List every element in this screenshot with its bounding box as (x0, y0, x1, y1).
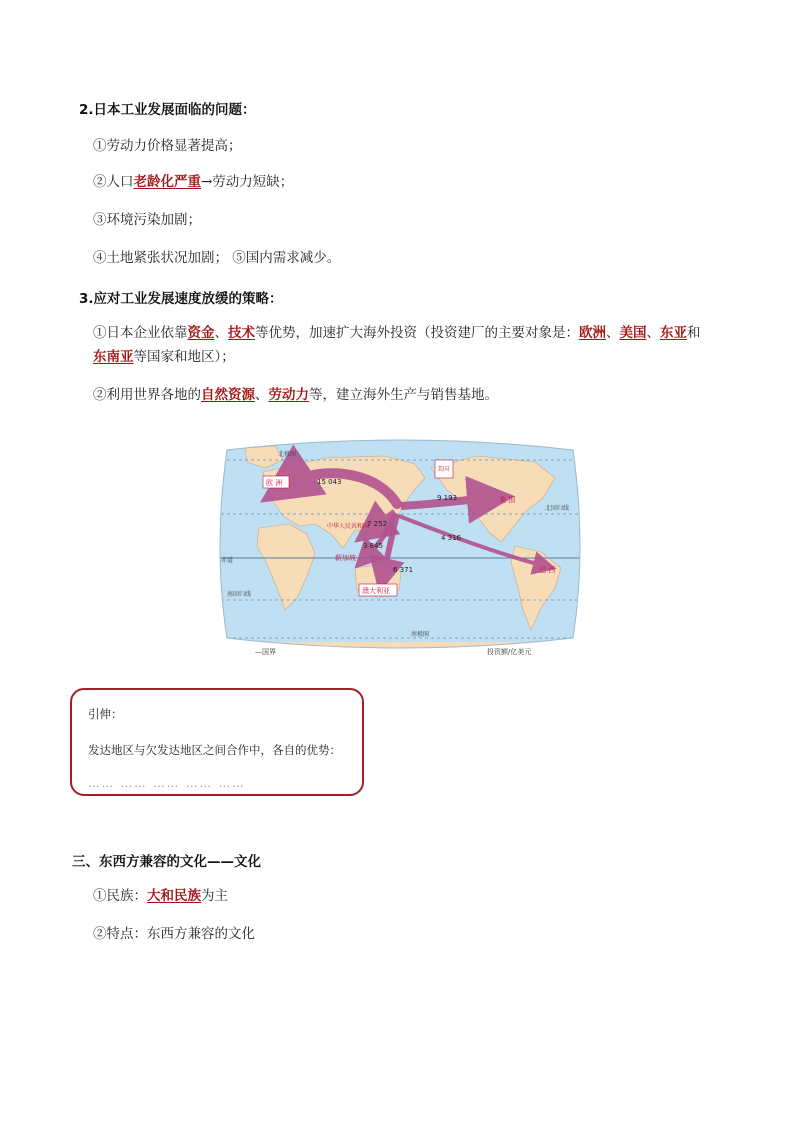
text-span: ②利用世界各地的 (93, 387, 201, 403)
culture-line: ②特点：东西方兼容的文化 (93, 926, 255, 942)
problem-item (93, 172, 293, 192)
culture-line (93, 886, 228, 906)
text-span: ②人口 (93, 174, 134, 190)
value-china: 7 252 (367, 520, 388, 528)
text-span: 等优势，加速扩大海外投资（投资建厂的主要对象是： (255, 325, 579, 341)
callout-text: 发达地区与欠发达地区之间合作中，各自的优势： (88, 743, 341, 757)
legend-unit: 投资额/亿美元 (487, 648, 532, 656)
legend-border: —国界 (255, 648, 276, 656)
value-australia: 6 371 (393, 566, 414, 574)
text-span: 、 (646, 325, 660, 341)
keyword: 美国 (619, 325, 647, 341)
text-span: ①日本企业依靠 (93, 325, 188, 341)
section-title-strategies: 3.应对工业发展速度放缓的策略： (79, 291, 283, 307)
keyword: 资金 (187, 325, 215, 341)
text-span: 、 (255, 387, 269, 403)
problem-item: ③环境污染加剧； (93, 212, 201, 228)
label-arctic: 北极圈 (278, 451, 297, 458)
strategy-line (93, 385, 498, 405)
strategy-line (93, 347, 235, 367)
value-europe: 15 043 (317, 478, 342, 486)
label-china: 中华人民共和国 (327, 523, 370, 530)
text-span: 、 (606, 325, 620, 341)
investment-map-svg (215, 438, 585, 660)
label-usa-small: 美国 (437, 466, 450, 473)
label-usa: 美 国 (499, 496, 516, 504)
label-australia: 澳大利亚 (362, 587, 390, 595)
callout-title: 引伸： (88, 707, 123, 721)
text-span: 等国家和地区）； (133, 349, 235, 365)
value-usa: 9 193 (437, 494, 458, 502)
keyword: 东亚 (660, 325, 687, 341)
problem-item: ①劳动力价格显著提高； (93, 138, 242, 154)
keyword: 技术 (228, 325, 255, 341)
label-equator: 赤道 (221, 557, 234, 564)
keyword: 自然资源 (201, 387, 255, 403)
callout-cut-text: …… …… …… …… …… (88, 776, 246, 790)
section-title-culture: 三、东西方兼容的文化——文化 (72, 854, 261, 870)
keyword: 劳动力 (268, 387, 309, 403)
keyword: 东南亚 (93, 349, 134, 365)
label-brazil: 巴 西 (539, 566, 556, 574)
value-brazil: 4 316 (441, 534, 462, 542)
text-span: ①民族： (93, 888, 147, 904)
value-singapore: 3 845 (363, 542, 384, 550)
text-span: 、 (214, 325, 228, 341)
strategy-line (93, 323, 701, 343)
keyword: 老龄化严重 (133, 174, 201, 190)
text-span: 为主 (201, 888, 228, 904)
label-europe: 欧 洲 (266, 479, 283, 487)
extension-callout (70, 688, 364, 796)
label-tropic-south: 南回归线 (227, 591, 252, 598)
label-tropic-north: 北回归线 (545, 505, 570, 512)
label-antarctic: 南极圈 (411, 631, 430, 638)
keyword: 大和民族 (147, 888, 201, 904)
section-title-problems: 2.日本工业发展面临的问题： (79, 102, 256, 118)
investment-map (215, 438, 585, 660)
problem-item: ④土地紧张状况加剧； ⑤国内需求减少。 (93, 250, 341, 266)
text-span: 等，建立海外生产与销售基地。 (309, 387, 498, 403)
label-singapore: 新加坡 (335, 554, 356, 562)
text-span: 和 (687, 325, 701, 341)
text-span: →劳动力短缺； (201, 174, 294, 190)
keyword: 欧洲 (579, 325, 606, 341)
